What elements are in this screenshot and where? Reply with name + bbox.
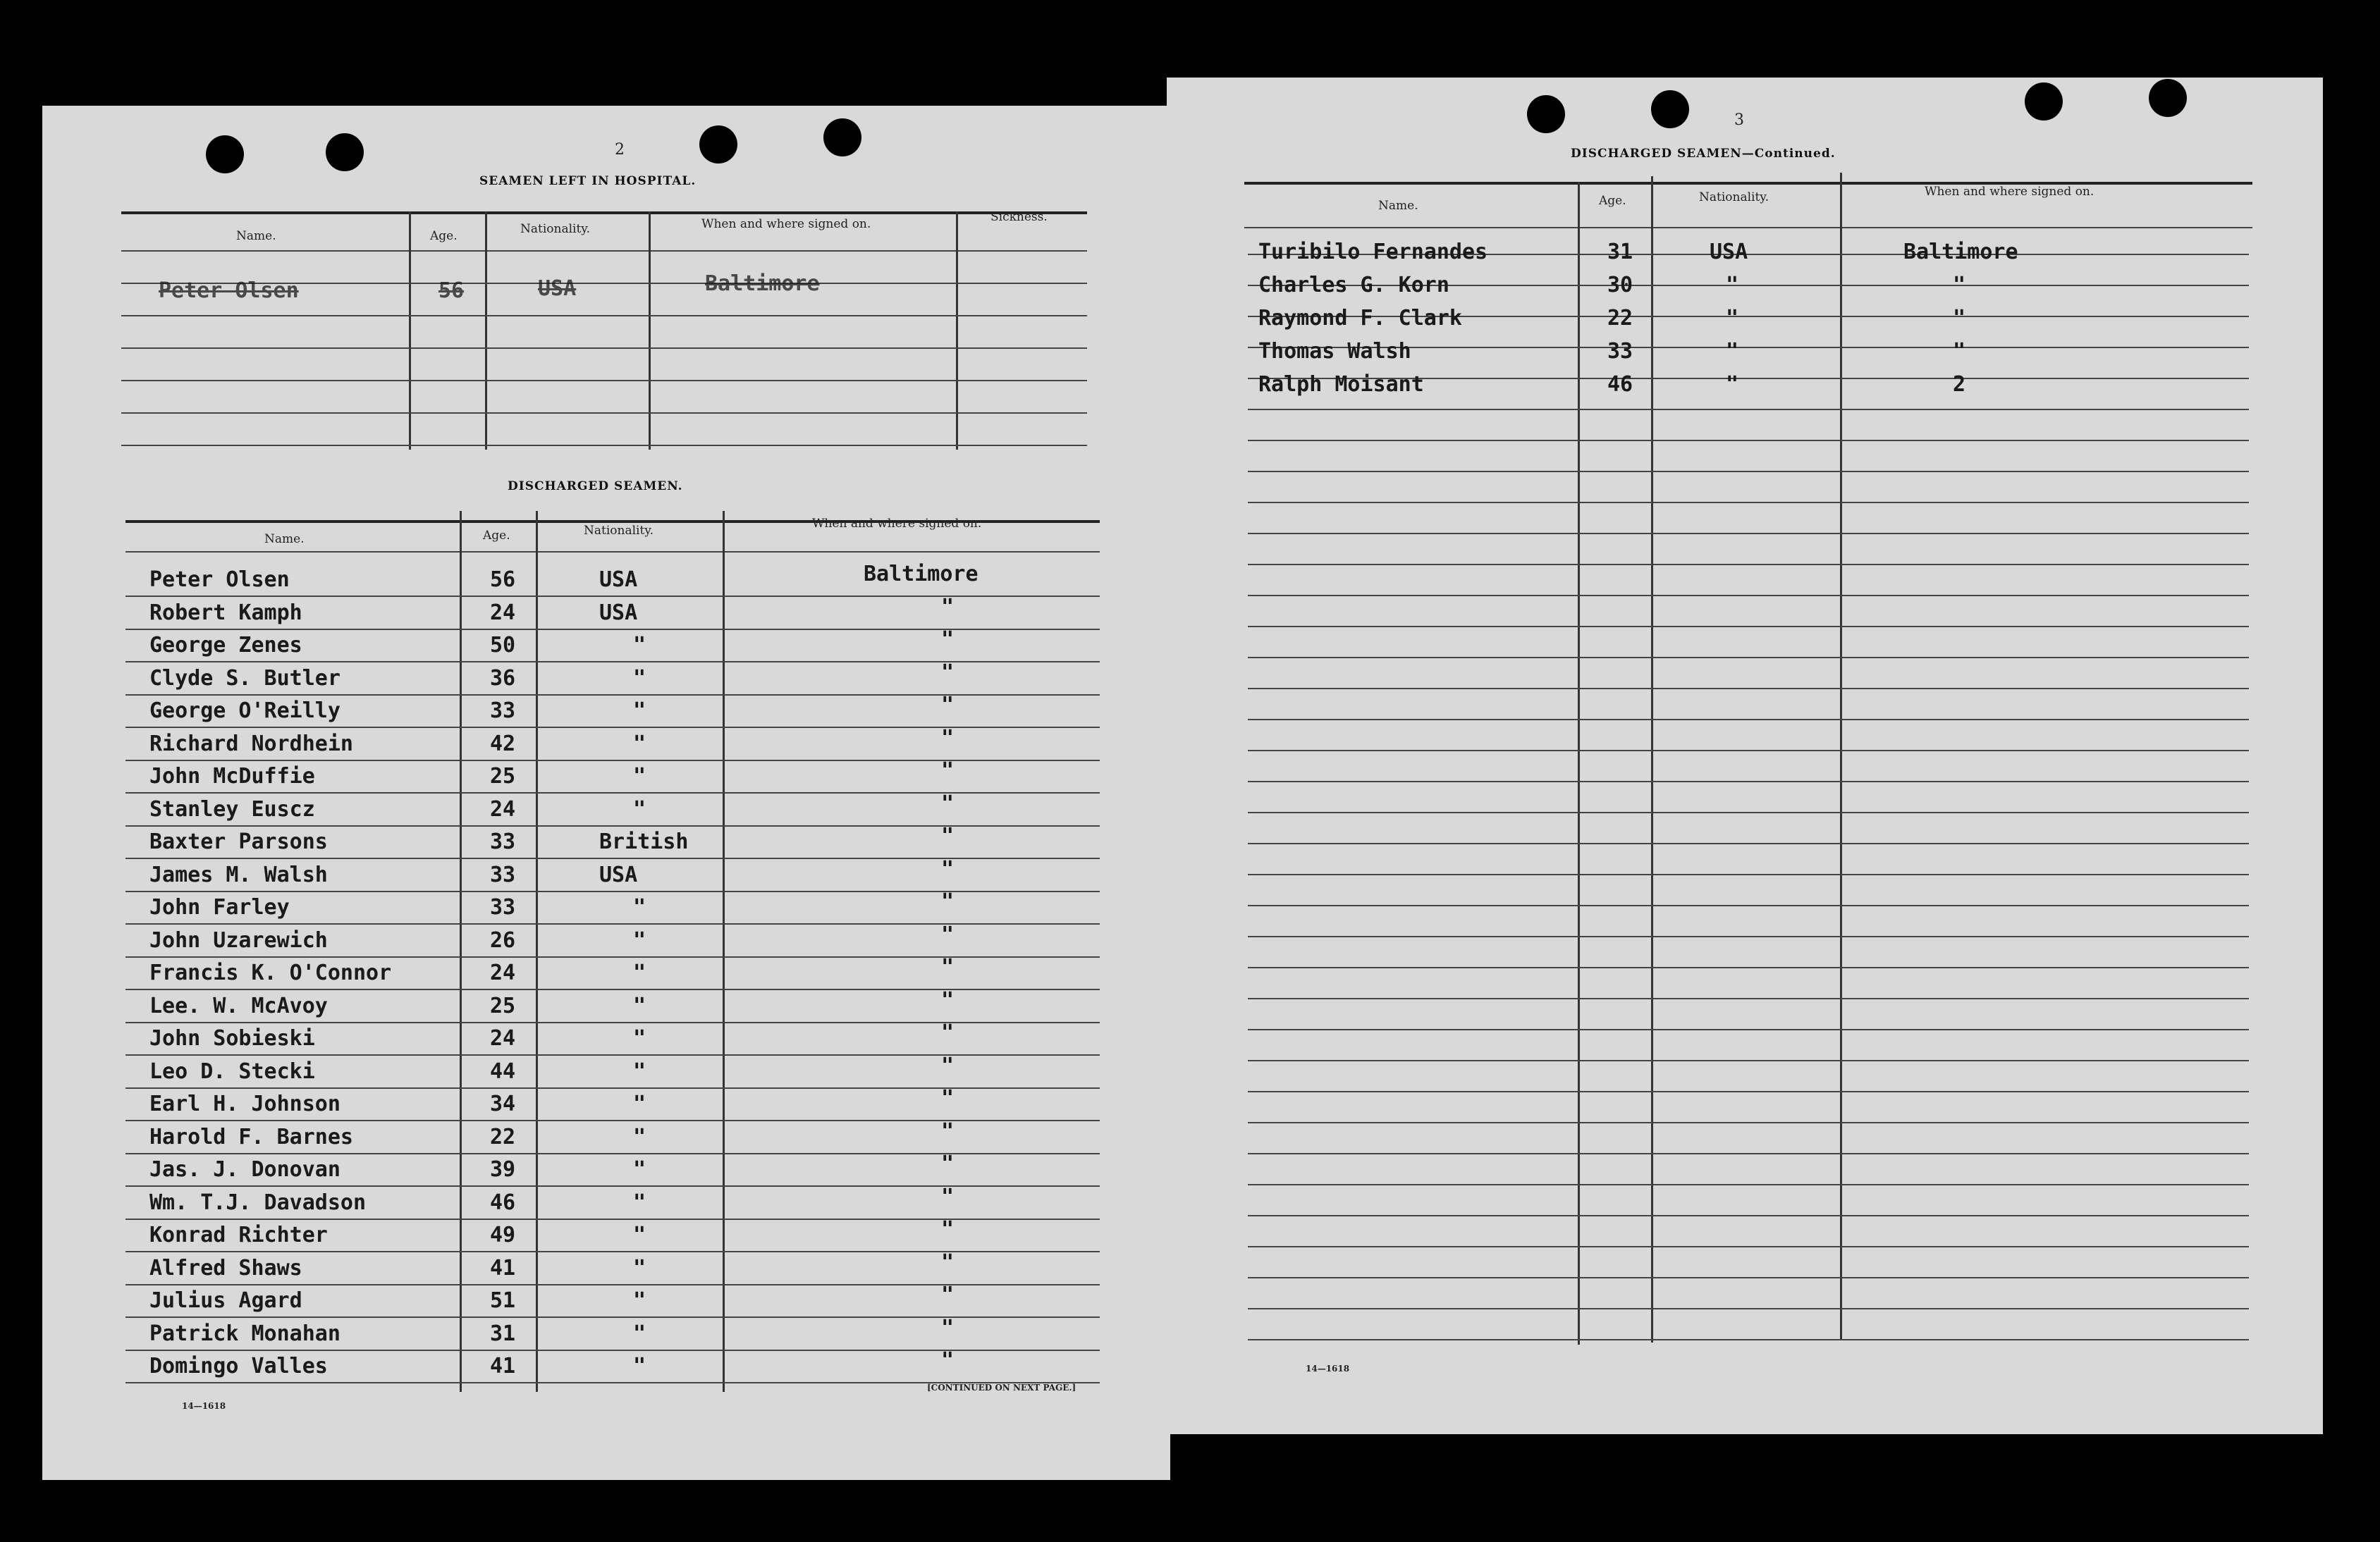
column-divider xyxy=(1578,182,1580,1345)
seaman-name: Robert Kamph xyxy=(149,600,302,625)
seaman-age: 24 xyxy=(490,1026,516,1051)
seaman-age: 42 xyxy=(490,732,516,756)
seaman-signed-on: " xyxy=(941,726,955,751)
seaman-age: 46 xyxy=(1607,372,1633,397)
seaman-age: 51 xyxy=(490,1288,516,1313)
column-divider xyxy=(649,211,651,450)
page-number-right: 3 xyxy=(1734,111,1744,129)
seaman-signed-on: " xyxy=(941,824,955,849)
seaman-name: Peter Olsen xyxy=(149,567,290,592)
header-signed-on: When and where signed on. xyxy=(701,217,871,231)
seaman-name: Ralph Moisant xyxy=(1258,372,1424,397)
seaman-signed-on: " xyxy=(941,923,955,947)
column-divider xyxy=(409,211,411,450)
header-nationality: Nationality. xyxy=(1699,190,1769,204)
seaman-nationality: British xyxy=(599,829,689,854)
punch-hole xyxy=(326,133,364,171)
seaman-signed-on: " xyxy=(941,1020,955,1045)
punch-hole xyxy=(2149,79,2187,117)
rule xyxy=(1248,1277,2249,1278)
seaman-age: 33 xyxy=(490,829,516,854)
rule xyxy=(1248,1308,2249,1309)
seaman-name: Francis K. O'Connor xyxy=(149,961,392,985)
seaman-nationality: " xyxy=(1726,372,1739,397)
seaman-name: Alfred Shaws xyxy=(149,1256,302,1281)
seaman-signed-on: " xyxy=(941,889,955,914)
punch-hole xyxy=(206,135,244,173)
seaman-age: 24 xyxy=(490,600,516,625)
seaman-nationality: " xyxy=(633,1288,646,1313)
header-nationality: Nationality. xyxy=(584,524,654,538)
column-divider xyxy=(723,511,725,1392)
rule xyxy=(1248,533,2249,534)
hospital-section-title: SEAMEN LEFT IN HOSPITAL. xyxy=(479,174,697,188)
seaman-age: 31 xyxy=(1607,240,1633,264)
seaman-name: Richard Nordhein xyxy=(149,732,353,756)
seaman-signed-on: " xyxy=(941,1217,955,1242)
form-number-right: 14—1618 xyxy=(1306,1364,1350,1374)
seaman-age: 41 xyxy=(490,1354,516,1378)
header-age: Age. xyxy=(1599,194,1626,208)
seaman-signed-on: " xyxy=(1953,339,1966,364)
column-divider xyxy=(460,511,462,1392)
rule xyxy=(1248,1060,2249,1061)
seaman-signed-on: " xyxy=(941,791,955,816)
seaman-name: John Farley xyxy=(149,895,290,920)
seaman-name: Patrick Monahan xyxy=(149,1321,341,1346)
header-name: Name. xyxy=(264,532,305,546)
seaman-age: 50 xyxy=(490,633,516,658)
seaman-age: 33 xyxy=(490,698,516,723)
seaman-age: 49 xyxy=(490,1223,516,1247)
rule xyxy=(1248,1339,2249,1340)
seaman-nationality: " xyxy=(633,1256,646,1281)
seaman-nationality: " xyxy=(633,1092,646,1116)
seaman-nationality: " xyxy=(633,666,646,691)
seaman-name: Baxter Parsons xyxy=(149,829,328,854)
seaman-signed-on: " xyxy=(941,1316,955,1340)
seaman-nationality: " xyxy=(633,895,646,920)
seaman-age: 26 xyxy=(490,928,516,953)
seaman-name: Wm. T.J. Davadson xyxy=(149,1190,367,1215)
header-nationality: Nationality. xyxy=(520,222,591,236)
seaman-nationality: " xyxy=(1726,273,1739,297)
rule xyxy=(1248,471,2249,472)
seaman-name: John Sobieski xyxy=(149,1026,315,1051)
seaman-nationality: USA xyxy=(599,567,638,592)
seaman-age: 22 xyxy=(1607,306,1633,331)
seaman-nationality: " xyxy=(633,994,646,1018)
seaman-nationality: " xyxy=(633,1190,646,1215)
rule xyxy=(1248,1122,2249,1123)
rule xyxy=(1248,409,2249,410)
seaman-age: 25 xyxy=(490,764,516,789)
seaman-signed-on: " xyxy=(941,758,955,783)
hospital-nationality-crossed: USA xyxy=(538,276,577,301)
rule xyxy=(125,551,1100,553)
rule xyxy=(1248,1091,2249,1092)
seaman-signed-on: " xyxy=(941,627,955,652)
rule xyxy=(1248,874,2249,875)
rule xyxy=(121,315,1087,316)
seaman-signed-on: " xyxy=(941,1250,955,1275)
form-number-left: 14—1618 xyxy=(182,1401,226,1411)
seaman-signed-on: " xyxy=(941,1283,955,1307)
seaman-signed-on: " xyxy=(941,1086,955,1111)
seaman-age: 22 xyxy=(490,1125,516,1149)
seaman-signed-on: " xyxy=(941,693,955,717)
seaman-age: 30 xyxy=(1607,273,1633,297)
seaman-nationality: " xyxy=(633,698,646,723)
header-signed-on: When and where signed on. xyxy=(812,517,982,531)
rule xyxy=(1248,967,2249,968)
rule xyxy=(1248,750,2249,751)
seaman-nationality: " xyxy=(633,732,646,756)
seaman-nationality: " xyxy=(633,928,646,953)
seaman-name: John McDuffie xyxy=(149,764,315,789)
seaman-name: George O'Reilly xyxy=(149,698,341,723)
seaman-signed-on: Baltimore xyxy=(1903,240,2018,264)
seaman-name: Earl H. Johnson xyxy=(149,1092,341,1116)
seaman-nationality: USA xyxy=(599,863,638,887)
seaman-name: John Uzarewich xyxy=(149,928,328,953)
column-divider xyxy=(485,211,487,450)
seaman-nationality: USA xyxy=(599,600,638,625)
rule xyxy=(121,250,1087,252)
rule xyxy=(121,211,1087,214)
seaman-age: 41 xyxy=(490,1256,516,1281)
seaman-nationality: " xyxy=(1726,306,1739,331)
seaman-name: Turibilo Fernandes xyxy=(1258,240,1488,264)
seaman-name: George Zenes xyxy=(149,633,302,658)
page-number-left: 2 xyxy=(615,141,625,159)
header-signed-on: When and where signed on. xyxy=(1925,185,2094,199)
rule xyxy=(1248,440,2249,441)
seaman-signed-on: 2 xyxy=(1953,372,1966,397)
seaman-age: 24 xyxy=(490,961,516,985)
rule xyxy=(1248,905,2249,906)
punch-hole xyxy=(2025,82,2063,121)
hospital-name-crossed: Peter Olsen xyxy=(159,278,299,303)
rule xyxy=(1248,843,2249,844)
rule xyxy=(121,347,1087,349)
punch-hole xyxy=(1527,95,1565,133)
seaman-signed-on: " xyxy=(941,988,955,1013)
seaman-signed-on: " xyxy=(1953,273,1966,297)
rule xyxy=(1248,502,2249,503)
seaman-signed-on: " xyxy=(941,1054,955,1078)
hospital-signed-on-crossed: Baltimore xyxy=(705,271,820,296)
seaman-signed-on: " xyxy=(941,857,955,882)
seaman-nationality: " xyxy=(633,633,646,658)
seaman-age: 33 xyxy=(490,895,516,920)
rule xyxy=(1248,688,2249,689)
seaman-name: Charles G. Korn xyxy=(1258,273,1449,297)
seaman-nationality: " xyxy=(633,1157,646,1182)
continued-note: [CONTINUED ON NEXT PAGE.] xyxy=(927,1383,1076,1393)
seaman-nationality: " xyxy=(633,1059,646,1084)
seaman-signed-on: " xyxy=(941,595,955,619)
rule xyxy=(1248,1153,2249,1154)
hospital-age-crossed: 56 xyxy=(438,278,465,303)
seaman-name: Stanley Euscz xyxy=(149,797,315,822)
seaman-age: 36 xyxy=(490,666,516,691)
seaman-name: Harold F. Barnes xyxy=(149,1125,353,1149)
rule xyxy=(1248,719,2249,720)
seaman-nationality: " xyxy=(633,797,646,822)
seaman-age: 56 xyxy=(490,567,516,592)
right-section-title: DISCHARGED SEAMEN—Continued. xyxy=(1571,147,1836,161)
seaman-nationality: " xyxy=(633,1125,646,1149)
seaman-signed-on: " xyxy=(941,1152,955,1176)
seaman-nationality: " xyxy=(1726,339,1739,364)
seaman-name: Konrad Richter xyxy=(149,1223,328,1247)
column-divider xyxy=(536,511,538,1392)
rule xyxy=(121,380,1087,381)
header-name: Name. xyxy=(1378,199,1418,213)
seaman-nationality: " xyxy=(633,764,646,789)
rule xyxy=(1248,1246,2249,1247)
rule xyxy=(1248,812,2249,813)
seaman-signed-on: " xyxy=(1953,306,1966,331)
seaman-age: 44 xyxy=(490,1059,516,1084)
seaman-name: Thomas Walsh xyxy=(1258,339,1411,364)
seaman-name: Leo D. Stecki xyxy=(149,1059,315,1084)
rule xyxy=(1248,657,2249,658)
discharged-section-title: DISCHARGED SEAMEN. xyxy=(508,479,683,493)
seaman-age: 46 xyxy=(490,1190,516,1215)
seaman-age: 33 xyxy=(1607,339,1633,364)
rule xyxy=(121,445,1087,446)
seaman-name: Domingo Valles xyxy=(149,1354,328,1378)
seaman-signed-on: " xyxy=(941,955,955,980)
seaman-age: 31 xyxy=(490,1321,516,1346)
seaman-nationality: " xyxy=(633,1354,646,1378)
column-divider xyxy=(956,211,958,450)
seaman-signed-on: Baltimore xyxy=(864,562,979,586)
seaman-name: Raymond F. Clark xyxy=(1258,306,1462,331)
rule xyxy=(1248,998,2249,999)
header-age: Age. xyxy=(483,529,510,543)
rule xyxy=(1248,1215,2249,1216)
header-age: Age. xyxy=(430,229,458,243)
seaman-age: 25 xyxy=(490,994,516,1018)
rule xyxy=(1244,182,2252,185)
seaman-nationality: " xyxy=(633,1026,646,1051)
column-divider xyxy=(1651,176,1653,1343)
rule xyxy=(1248,781,2249,782)
seaman-nationality: " xyxy=(633,1321,646,1346)
punch-hole xyxy=(823,118,861,156)
seaman-name: Clyde S. Butler xyxy=(149,666,341,691)
rule xyxy=(1248,564,2249,565)
header-sickness: Sickness. xyxy=(990,210,1048,224)
rule xyxy=(1248,1029,2249,1030)
rule xyxy=(1244,227,2252,228)
rule xyxy=(1248,936,2249,937)
punch-hole xyxy=(1651,90,1689,128)
seaman-nationality: " xyxy=(633,961,646,985)
seaman-name: Jas. J. Donovan xyxy=(149,1157,341,1182)
seaman-nationality: USA xyxy=(1710,240,1748,264)
rule xyxy=(121,412,1087,414)
seaman-nationality: " xyxy=(633,1223,646,1247)
seaman-signed-on: " xyxy=(941,660,955,685)
seaman-age: 24 xyxy=(490,797,516,822)
seaman-signed-on: " xyxy=(941,1119,955,1144)
seaman-name: Lee. W. McAvoy xyxy=(149,994,328,1018)
rule xyxy=(1248,595,2249,596)
seaman-name: James M. Walsh xyxy=(149,863,328,887)
seaman-age: 39 xyxy=(490,1157,516,1182)
seaman-name: Julius Agard xyxy=(149,1288,302,1313)
seaman-age: 34 xyxy=(490,1092,516,1116)
rule xyxy=(1248,626,2249,627)
seaman-signed-on: " xyxy=(941,1185,955,1209)
header-name: Name. xyxy=(236,229,276,243)
seaman-age: 33 xyxy=(490,863,516,887)
rule xyxy=(1248,1184,2249,1185)
punch-hole xyxy=(699,125,737,164)
seaman-signed-on: " xyxy=(941,1348,955,1373)
